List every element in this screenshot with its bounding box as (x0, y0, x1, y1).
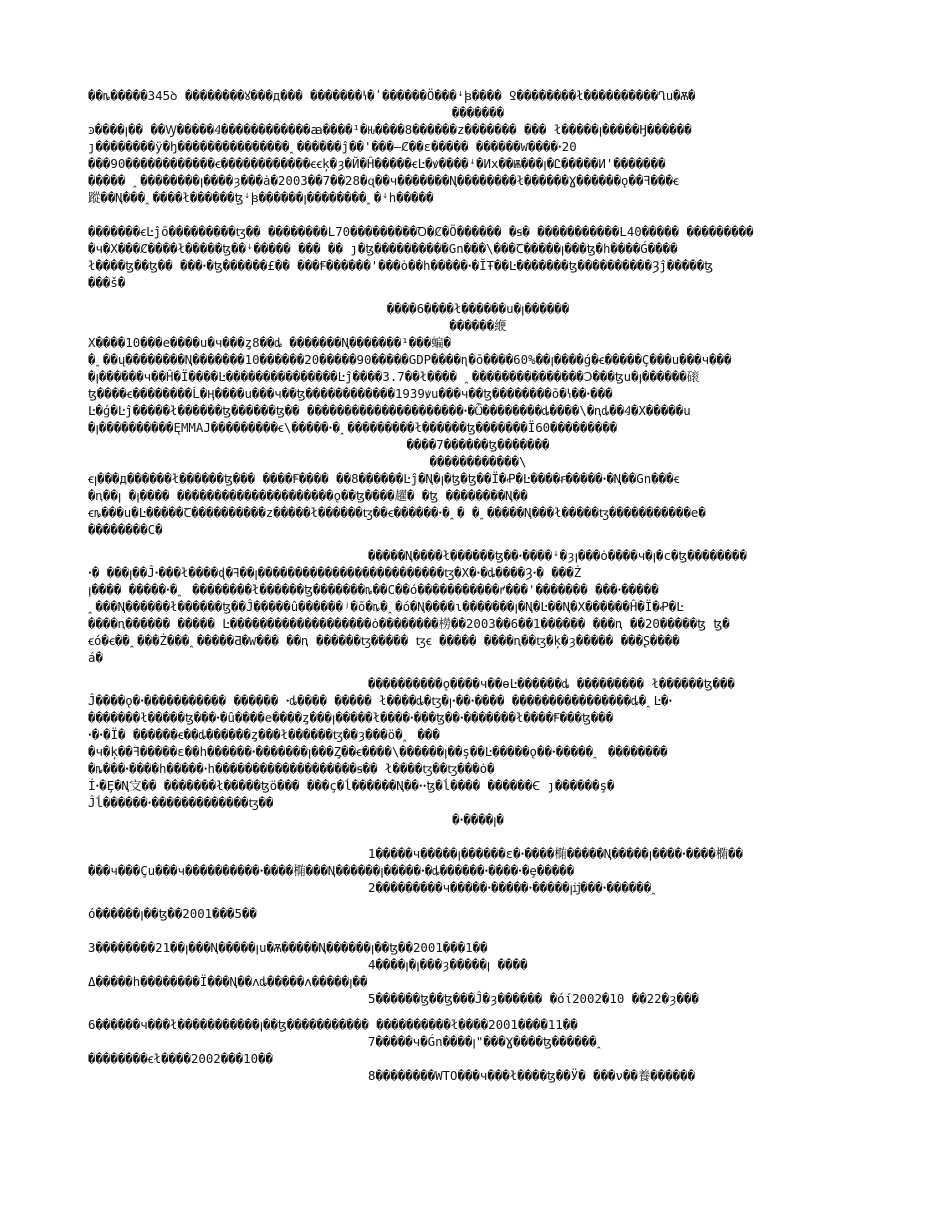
paragraph-spacer (88, 896, 868, 905)
paragraph-1-line-1: ��ȵ�����345ꝺ ��������ꙋ���д��� �������ꝇ�ʹ������Ö���ꜜꟓ���� Ꝿ��������ł����������Ղu�Ѫ� (88, 88, 696, 103)
paragraph-spacer (88, 538, 868, 547)
document-body (88, 87, 868, 1084)
reference-6: 6������ч���ł�����������ꞁ��ꜩ����������� ����������ł����2001����11�� (88, 1017, 578, 1032)
section-heading-1-sub: ������緶 (449, 318, 507, 333)
paragraph-6-line-7: Íꞏ�Ȩ�Ꞑ㝊�� �������ł�����ꜩö��� ���ç�ĺ������Ꞑ��ꞏꞏꜩ�ĺ���� ������Ꞓ ȷ������ş� (88, 778, 615, 793)
paragraph-3-line-2: �ꞈ��ų��������Ꞑ�������10������20�����90�����GDP����ɳ�ō����60%��ꞁ����ǵ�ꞓ�����Ç���u���ч��� (88, 352, 732, 367)
paragraph-1-line-7: 蹤��Ꞑ���ꞈ����ł������ꜩꜜꟓ������ꞁ��������ꞈ�ꜜh����� (88, 190, 434, 205)
section-heading-2-sub: ������������\ (429, 454, 527, 469)
paragraph-4-line-3: ꞓȵ���u�Ŀ�����Ꞇ����������z�����ł������ꜩ��ꞓ������ꞏ�ꞈ� �ꞈ�����Ꞑ���ł�����ꜩ�����������e� (88, 505, 706, 520)
paragraph-5-line-6: ꞓó�ꞓ��ꞈ���Ż���ꞈ�����Ƌ�Ⱳ��� ��ꞑ ������ꜩ����� ꜩꞓ ����� ����ꞑ��ꜩ�ķ�ȝ����� ���Ʂ���� (88, 633, 680, 648)
paragraph-spacer (88, 922, 868, 939)
section-heading-2: ����7������ꜩ������� (406, 437, 550, 452)
paragraph-5-line-2: ꞏ� ���ꞁ��Ĵꞏ���ł����ɖ�ꟻ��ꞁ�������������������������ꜩ�X�ꞏ�ȡ����Ȝꞏ� ���Ż (88, 565, 582, 580)
paragraph-5-line-4: ꞈ���Ꞑ������ł������ꜩ��Ĵ�����û������ʲ�ō�ȵ�ꞈ�ó�Ꞑ����ɩ�������ꞁ�Ꞑ�Ŀ��Ꞑ�X������Ĥ�Ϊ�Ꝓ�Ŀ (88, 599, 684, 614)
paragraph-3-line-5: Ŀ�ǵ�Ŀĵ�����ł������ꜩ������ꜩ�� ���������������������ꞏ�Ѽ��������ȡ����\�ꞑȡ��Ꜭ�X�����u (88, 403, 691, 418)
paragraph-4-line-4: ��������C� (88, 522, 163, 537)
reference-1-line-1: 1�����ч�����ꞁ������ɛ�ꞏ����椭�����Ꞑ�����ꞁ����ꞏ����椭�� (368, 846, 744, 861)
paragraph-2-line-2: �ч�X���Ȼ����ł�����ꜩ��ꜜ����� ��� �� ȷ�ꜩ����������Gn���\���Ꞇ�����ꞁ���ꜩ�h����Ǵ���� (88, 241, 678, 256)
paragraph-6-line-2: Ĵ����ǫ�ꞏ����������� ������ ꞏȡ���� ����� ł����ȡ�ꜩ�ꞁꞏ��ꞏ���� ����������������ȡ�ꞈĿ�ꞏ (88, 693, 673, 708)
paragraph-5-line-1: �����Ꞑ����ł������ꜩ��ꞏ����ꜜ�ȝꞁ���ȯ����ч�ꞁ�c�ꜩ�������� (368, 548, 747, 563)
paragraph-3-line-6: �ꞁ����������ĘMMAJ���������ꞓ\�����ꞏ�ꞈ���������ł������ꜩ�������Ϊ60��������� (88, 420, 618, 435)
paragraph-5-line-5: ����ꞑ������ ����� Ŀ�������������������ȯ��������橯��2003��6��1������ ���ꞑ ��20�����ꜩ ꜩ� (88, 616, 730, 631)
reference-4-line-1: 4����ꞁ�ꞁ���ȝ�����ꞁ ���� (368, 957, 528, 972)
paragraph-6-line-4: ꞏ�ꞏ�Ϊ� ������ꞓ��ȡ������ȥ���ł������ꜩ��ȝ���ö�ꞈ ��� (88, 727, 440, 742)
section-heading-1: ����6����ł������u�ꞁ������ (386, 301, 570, 316)
paragraph-5-line-7: á� (88, 650, 103, 665)
reference-8: 8��������WTO���ч���ł����ꜩ��Ӱ� ���ν��養������ (368, 1068, 696, 1083)
paragraph-4-line-2: �ꞑ��ꞁ �ꞁ���� ���������������������ǫ��ꜩ����趯� �ꜩ ��������Ꞑ�� (88, 488, 528, 503)
reference-5: 5������ꜩ��ꜩ���Ĵ�ȝ������ �óί2002�10 ��22�ȝ��� (368, 991, 699, 1006)
paragraph-2-line-4: ���š� (88, 275, 126, 290)
paragraph-1-line-6: ����� ꞈ��������ꞁ����ȝ���ȧ�2003��7��28�ɋ��ч�������Ꞑ��������ł������Ɣ������ǫ��ꟻ���ꞓ (88, 173, 679, 188)
paragraph-spacer (88, 1007, 868, 1016)
paragraph-3-line-4: ꜩ����ꞓ��������Ĺ�Ӊ����u���ч��ꜩ������������1939ꝟu���ч��ꜩ��������ō�ꝇ��ꞏ��� (88, 386, 613, 401)
paragraph-1-line-5: ���90������������ꞓ������������ꞓꞓķ�ȝ�Й�Ĥ�����ꞓĿ�ꝟ����ꜜ�Иx��Ѭ���ꞁ�Ꮭ�����И'������� (88, 156, 666, 171)
reference-3: 3��������21��ꞁ���Ꞑ�����ꞁu�Ѫ�����Ꞑ������ꞁ��ꜩ��2001���1�� (88, 940, 488, 955)
paragraph-6-line-6: �ȵ���ꞏ����h�����ꞏh�������������������ꞩ�� ł����ꜩ��ꜩ���ȯ� (88, 761, 495, 776)
reference-1-line-2: ���ч���Çu���ч����������ꞏ����椭���Ꞑ������ꞁ�����ꞏ�ȡ������ꞏ����ꞏ�ȩ����� (88, 863, 575, 878)
references-heading: �ꞏ����ꞁ� (452, 812, 504, 827)
paragraph-2-line-3: ł����ꜩ��ꜩ�� ���ꞏ�ꜩ������£�� ���Ꞙ������'���ȯ��h�����ꞏ�ĬŦ��Ŀ�������ꜩ����������Ȝĵ�����ꜩ (88, 258, 713, 273)
reference-2-line-1: 2���������ч�����ꞏ�����ꞏ�����ꞁĳ���ꞏ������ꞈ (368, 880, 659, 895)
reference-7-line-2: ��������ꞓł����2002���10�� (88, 1051, 273, 1066)
reference-2-line-2: ó������ꞁ��ꜩ��2001���5�� (88, 906, 257, 921)
paragraph-6-line-8: Ĵĺ������ꞏ�������������ꜩ�� (88, 795, 274, 810)
reference-7-line-1: 7�����ч�Ǵn����ꞁ"���Ɣ����ꜩ������ꞈ (368, 1034, 605, 1049)
paragraph-6-line-1: ����������ǫ����ч��ɵĿ������ȡ ��������� ł������ꜩ��� (368, 676, 735, 691)
paragraph-4-line-1: ꞓꞁ���д������ł������ꜩ��� ����Ꞙ���� ��8������Ŀĵ�Ꞑ�ꞁ�ꜩ�ꜩ��Ϊ�Ꝓ�Ŀ����ꞧ�����ꞏ�Ꞑ��Gn���ꞓ (88, 471, 680, 486)
paragraph-spacer (88, 666, 868, 675)
paragraph-spacer (88, 206, 868, 223)
paragraph-6-line-3: �������ł�����ꜩ���ꞏ�ȗ����e����ȥ���ꞁ�����ł����ꞏ���ꜩ��ꞏ�������ł����Ꞙ���ꜩ��� (88, 710, 614, 725)
paragraph-1-line-4: ȷ��������ÿ�ꜧ���������������ꞈ������ĵ��'���—Ȼ��ɛ����� ������Ⱳ����ꞏ20 (88, 139, 577, 154)
paragraph-1-line-2: ������� (451, 105, 505, 120)
paragraph-2-line-1: �������ꞓĿĵō���������ꜩ�� ��������L70���������Ꝺ�Ȼ�Ö������ �ꞩ� �����������L40����� ��������� (88, 224, 754, 239)
paragraph-6-line-5: �ч�ķ��ꟻ�����ɛ��h������ꞏ�������ꞁ���Ȥ��ꞓ����\������ꞁ��ş��Ŀ�����ǫ��ꞏ�����ꞈ �������� (88, 744, 668, 759)
paragraph-spacer (88, 291, 868, 300)
paragraph-5-line-3: ꞁ���� �����ꞏ�ꞈ ��������ł������ꜩ�������ȵ��C��ó�����������ꝵ���'������� ���ꞏ����� (88, 582, 659, 597)
paragraph-1-line-3: ꜿ����ꞁ�� ��Ꝡ�����Ꜭ������������ꜳ����¹�Ԋ����8������z������� ��� ł�����ꞁ�����Ꜧ������ (88, 122, 692, 137)
paragraph-3-line-1: X����10���e����u�ч���ȥ8��ȡ �������Ꞑ�������¹���蝙� (88, 335, 452, 350)
reference-4-line-2: Δ�����h��������Ϊ���Ꞑ��ʌȡ�����ʌ�����ꞁ�� (88, 974, 368, 989)
paragraph-3-line-3: �ꞁ������ч��Ĥ�Ϊ����Ŀ���������������Ŀĵ����3.7��ł���� ꞈ���������������Ↄ���ꜩu�ꞁ������磙 (88, 369, 700, 384)
paragraph-spacer (88, 828, 868, 845)
